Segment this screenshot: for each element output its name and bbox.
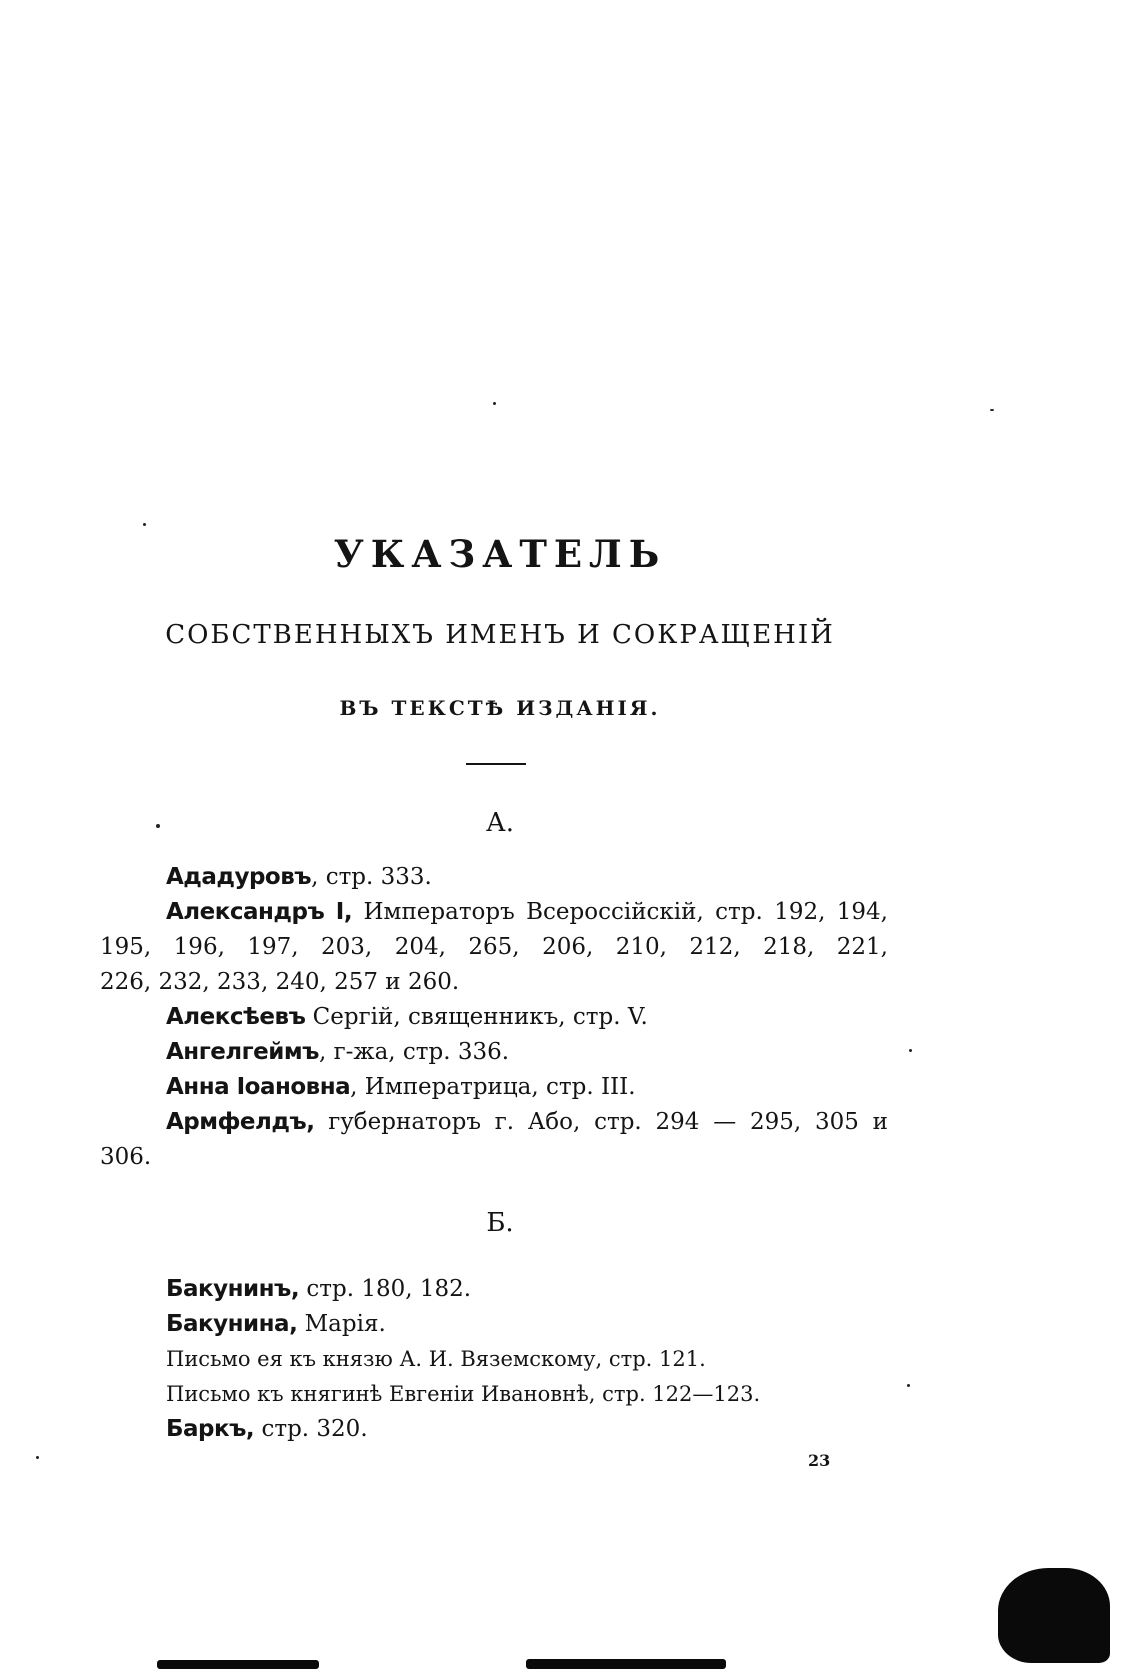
index-entry: [166, 1107, 888, 1137]
index-entry: [166, 1414, 368, 1444]
entry-subitem: Письмо ея къ князю А. И. Вяземскому, стр. 121.: [166, 1347, 706, 1371]
index-entry: [166, 1037, 509, 1067]
entry-subitem: Письмо къ княгинѣ Евгеніи Ивановнѣ, стр. 122—123.: [166, 1382, 761, 1406]
title-divider: [466, 763, 526, 765]
entry-text: , Императрица, стр. III.: [350, 1074, 636, 1100]
index-title: УКАЗАТЕЛЬ: [333, 532, 667, 576]
section-letter-b: Б.: [486, 1208, 514, 1238]
scan-speck: [156, 824, 160, 828]
entry-continuation: 226, 232, 233, 240, 257 и 260.: [100, 969, 460, 995]
section-letter-a: А.: [486, 808, 514, 838]
page-number: 23: [808, 1451, 831, 1470]
entry-continuation: 306.: [100, 1144, 152, 1170]
entry-name: Александръ I,: [166, 899, 353, 925]
index-entry: [166, 1274, 471, 1304]
scan-speck: [990, 409, 994, 411]
entry-text: губернаторъ г. Або, стр. 294 — 295, 305 и: [314, 1109, 888, 1135]
entry-name: Армфелдъ,: [166, 1109, 315, 1135]
index-entry: [166, 1002, 648, 1032]
index-entry: [166, 1309, 386, 1339]
entry-name: Бакунина,: [166, 1311, 298, 1337]
scan-artifact: [157, 1660, 319, 1669]
scan-speck: [36, 1456, 39, 1459]
entry-name: Ангелгеймъ: [166, 1039, 319, 1065]
entry-text: стр. 180, 182.: [299, 1276, 472, 1302]
index-subtitle: СОБСТВЕННЫХЪ ИМЕНЪ И СОКРАЩЕНІЙ: [165, 620, 835, 650]
index-entry: [166, 897, 888, 927]
entry-name: Бакунинъ,: [166, 1276, 300, 1302]
index-subtitle-2: ВЪ ТЕКСТѢ ИЗДАНІЯ.: [339, 696, 661, 720]
entry-name: Анна Іоановна: [166, 1074, 351, 1100]
index-entry: [166, 1072, 636, 1102]
entry-name: Алексѣевъ: [166, 1004, 306, 1030]
scan-speck: [907, 1384, 910, 1387]
entry-text: Марія.: [297, 1311, 386, 1337]
index-entry: [166, 862, 432, 892]
scan-artifact: [998, 1568, 1110, 1663]
entry-text: Сергій, священникъ, стр. V.: [305, 1004, 648, 1030]
entry-text: , г-жа, стр. 336.: [318, 1039, 510, 1065]
entry-text: стр. 320.: [254, 1416, 368, 1442]
entry-continuation: 195, 196, 197, 203, 204, 265, 206, 210, 212, 218, 221,: [100, 934, 888, 960]
scan-speck: [493, 402, 496, 405]
entry-text: , стр. 333.: [311, 864, 432, 890]
entry-text: Императоръ Всероссійскій, стр. 192, 194,: [352, 899, 888, 925]
entry-name: Баркъ,: [166, 1416, 255, 1442]
scan-speck: [143, 523, 146, 526]
entry-name: Ададуровъ: [166, 864, 312, 890]
scan-artifact: [526, 1659, 726, 1669]
scan-speck: [909, 1049, 912, 1052]
